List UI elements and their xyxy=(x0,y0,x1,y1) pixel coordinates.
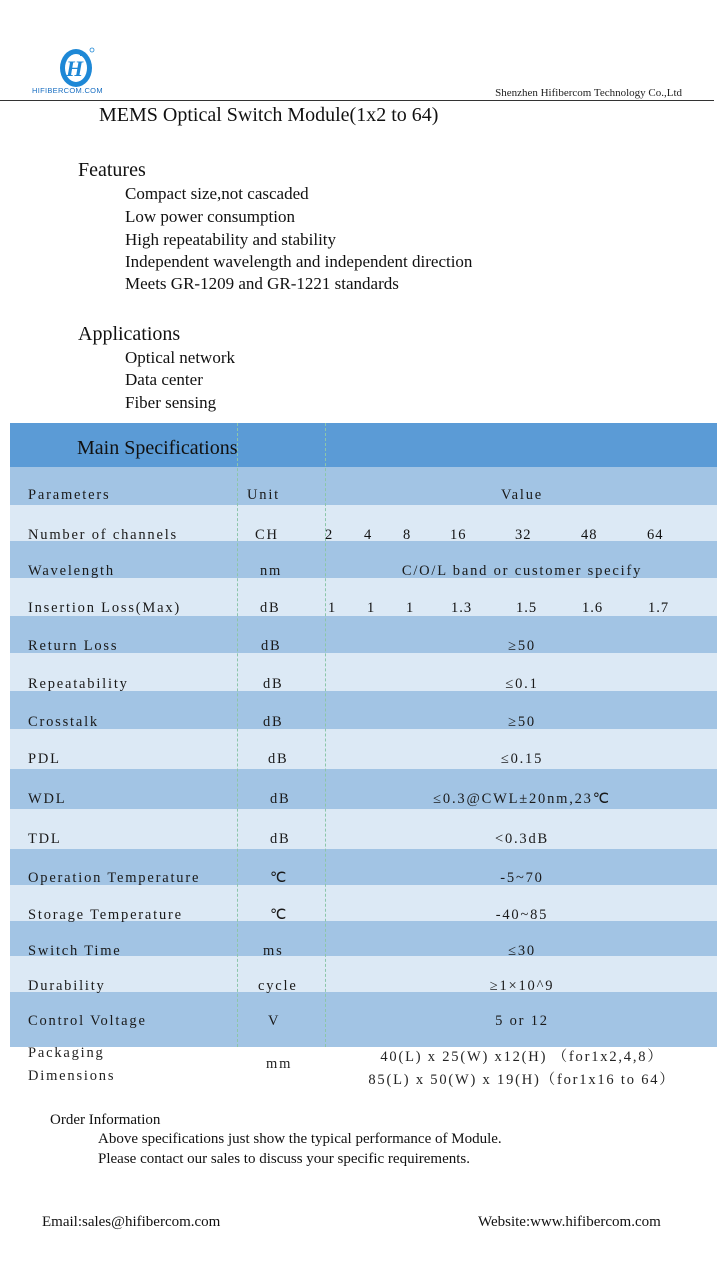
spec-param: Wavelength xyxy=(28,563,115,579)
spec-value: ≥50 xyxy=(508,638,536,654)
spec-unit: dB xyxy=(263,714,284,730)
spec-value: -40~85 xyxy=(495,907,549,923)
feature-item: High repeatability and stability xyxy=(125,230,337,249)
feature-item: Low power consumption xyxy=(125,207,295,226)
applications-heading: Applications xyxy=(78,323,181,345)
channel-value: 8 xyxy=(403,527,412,543)
spec-param: Number of channels xyxy=(28,527,178,543)
spec-unit: dB xyxy=(268,751,289,767)
spec-table xyxy=(10,423,717,1047)
spec-param: WDL xyxy=(28,791,67,807)
spec-unit: dB xyxy=(270,831,291,847)
spec-unit: V xyxy=(268,1013,281,1029)
insertion-value: 1 xyxy=(406,600,415,616)
col-parameters: Parameters xyxy=(28,487,111,503)
company-name: Shenzhen Hifibercom Technology Co.,Ltd xyxy=(495,87,682,99)
insertion-value: 1 xyxy=(367,600,376,616)
header-divider xyxy=(0,100,714,101)
insertion-value: 1 xyxy=(328,600,337,616)
packaging-value-line2: 85(L) x 50(W) x 19(H)（for1x16 to 64） xyxy=(368,1072,676,1088)
insertion-value: 1.6 xyxy=(582,600,604,616)
spec-param: Durability xyxy=(28,978,106,994)
spec-param: Crosstalk xyxy=(28,714,99,730)
spec-unit: dB xyxy=(263,676,284,692)
application-item: Fiber sensing xyxy=(125,393,217,412)
spec-value: ≤30 xyxy=(508,943,536,959)
spec-value: ≥50 xyxy=(508,714,536,730)
channel-value: 16 xyxy=(450,527,467,543)
feature-item: Independent wavelength and independent direction xyxy=(125,252,473,271)
spec-unit: dB xyxy=(270,791,291,807)
insertion-value: 1.3 xyxy=(451,600,473,616)
spec-param: Repeatability xyxy=(28,676,129,692)
channel-value: 48 xyxy=(581,527,598,543)
channel-value: 4 xyxy=(364,527,373,543)
spec-unit: dB xyxy=(261,638,282,654)
packaging-value-line1: 40(L) x 25(W) x12(H) （for1x2,4,8） xyxy=(380,1049,664,1065)
insertion-value: 1.5 xyxy=(516,600,538,616)
spec-param: Storage Temperature xyxy=(28,907,183,923)
spec-unit: ms xyxy=(263,943,284,959)
spec-value: C/O/L band or customer specify xyxy=(401,563,643,579)
insertion-value: 1.7 xyxy=(648,600,670,616)
order-heading: Order Information xyxy=(50,1112,161,1128)
footer-website[interactable]: Website:www.hifibercom.com xyxy=(478,1214,661,1230)
spec-param: Operation Temperature xyxy=(28,870,201,886)
page-title: MEMS Optical Switch Module(1x2 to 64) xyxy=(99,104,439,126)
spec-value: 5 or 12 xyxy=(495,1013,549,1029)
application-item: Optical network xyxy=(125,348,235,367)
spec-unit: nm xyxy=(260,563,283,579)
channel-value: 2 xyxy=(325,527,334,543)
feature-item: Compact size,not cascaded xyxy=(125,184,309,203)
spec-value: <0.3dB xyxy=(494,831,550,847)
order-line2: Please contact our sales to discuss your specific requirements. xyxy=(98,1151,470,1167)
channel-value: 64 xyxy=(647,527,664,543)
spec-value: -5~70 xyxy=(500,870,544,886)
spec-unit: cycle xyxy=(258,978,298,994)
spec-unit: dB xyxy=(260,600,281,616)
col-unit: Unit xyxy=(247,487,280,503)
spec-param: TDL xyxy=(28,831,62,847)
footer-email[interactable]: Email:sales@hifibercom.com xyxy=(42,1214,221,1230)
spec-unit: ℃ xyxy=(270,870,289,886)
order-line1: Above specifications just show the typical performance of Module. xyxy=(98,1131,502,1147)
packaging-unit: mm xyxy=(266,1056,293,1072)
channel-value: 32 xyxy=(515,527,532,543)
packaging-param-line1: Packaging xyxy=(28,1045,105,1061)
spec-param: Switch Time xyxy=(28,943,122,959)
spec-param: Control Voltage xyxy=(28,1013,147,1029)
spec-param: Return Loss xyxy=(28,638,119,654)
spec-value: ≤0.3@CWL±20nm,23℃ xyxy=(433,791,611,807)
application-item: Data center xyxy=(125,370,203,389)
spec-param: PDL xyxy=(28,751,61,767)
spec-unit: CH xyxy=(255,527,279,543)
spec-value: ≤0.15 xyxy=(500,751,544,767)
feature-item: Meets GR-1209 and GR-1221 standards xyxy=(125,274,399,293)
spec-param: Insertion Loss(Max) xyxy=(28,600,181,616)
logo-text: HIFIBERCOM.COM xyxy=(32,86,103,95)
spec-unit: ℃ xyxy=(270,907,289,923)
packaging-param-line2: Dimensions xyxy=(28,1068,116,1084)
spec-value: ≤0.1 xyxy=(505,676,539,692)
svg-text:H: H xyxy=(66,56,84,81)
spec-heading: Main Specifications xyxy=(77,437,238,459)
col-value: Value xyxy=(500,487,543,503)
features-heading: Features xyxy=(78,159,146,181)
spec-value: ≥1×10^9 xyxy=(489,978,555,994)
